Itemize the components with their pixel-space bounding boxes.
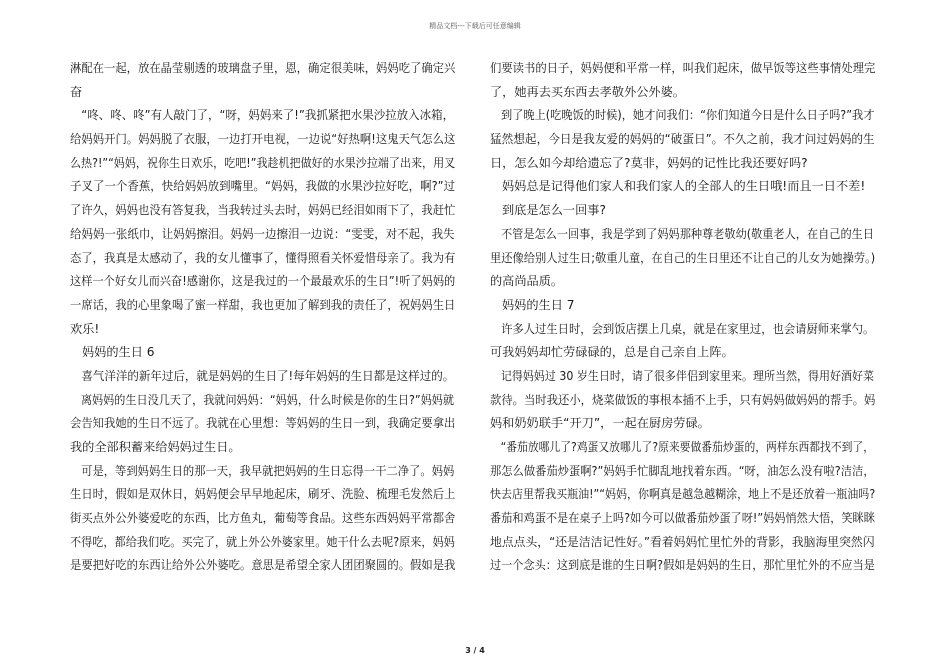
text-line: 们要读书的日子，妈妈便和平常一样，叫我们起床，做早饭等这些事情处理完 (490, 61, 876, 75)
text-line: 是要把好吃的东西让给外公外婆吃。意思是希望全家人团团聚圆的。假如是我 (70, 558, 456, 573)
text-line: 妈妈的生日 6 (82, 345, 155, 360)
text-line: 里还像给别人过生日;敬重儿童，在自己的生日里还不让自己的儿女为她操劳。) (490, 250, 876, 265)
right-text-column (490, 57, 875, 578)
text-line: 妈妈总是记得他们家人和我们家人的全部人的生日哦!而且一日不差! (502, 179, 866, 194)
text-line: 了许久，妈妈也没有答复我，当我转过头去时，妈妈已经泪如雨下了，我赶忙 (70, 203, 456, 218)
text-line: 我的全部积蓄来给妈妈过生日。 (70, 440, 241, 454)
text-line: 妈和奶奶联手“开刀”，一起在厨房劳碌。 (490, 416, 710, 431)
text-line: 那怎么做番茄炒蛋啊?”妈妈手忙脚乱地找着东西。“呀，油怎么没有啦?洁洁， (490, 463, 875, 478)
text-line: 记得妈妈过 30 岁生日时，请了很多伴侣到家里来。理所当然，得用好酒好菜 (500, 368, 875, 383)
text-line: 番茄和鸡蛋不是在桌子上吗?如今可以做番茄炒蛋了呀!”妈妈悄然大悟，笑眯眯 (490, 511, 875, 526)
text-line: 过一个念头：这到底是谁的生日啊?假如是妈妈的生日，那忙里忙外的不应当是 (490, 558, 875, 573)
text-line: 到了晚上(吃晚饭的时候)，她才问我们：“你们知道今日是什么日子吗?”我才 (501, 108, 875, 123)
text-line: 到底是怎么一回事? (502, 203, 606, 218)
text-line: 了，她再去买东西去孝敬外公外婆。 (490, 84, 685, 99)
text-line: 款待。当时我还小，烧菜做饭的事根本插不上手，只有妈妈做妈妈的帮手。妈 (490, 392, 876, 407)
text-line: 快去店里帮我买瓶油!”“妈妈，你啊真是越急越糊涂，地上不是还放着一瓶油吗? (490, 487, 876, 502)
text-line: 地点点头，“还是洁洁记性好。”看着妈妈忙里忙外的背影，我脑海里突然闪 (490, 534, 875, 549)
text-line: 许多人过生日时，会到饭店摆上几桌，就是在家里过，也会请厨师来掌勺。 (501, 321, 875, 336)
text-line: 猛然想起，今日是我友爱的妈妈的“破蛋日”。不久之前，我才问过妈妈的生 (490, 132, 875, 147)
text-line: 可是，等到妈妈生日的那一天，我早就把妈妈的生日忘得一干二净了。妈妈 (81, 463, 455, 478)
page-number: 3 / 4 (465, 646, 485, 655)
text-line: 子叉了一个香蕉，快给妈妈放到嘴里。“妈妈，我做的水果沙拉好吃，啊?”过 (70, 179, 456, 194)
text-line: 欢乐! (70, 321, 100, 336)
text-line: 给妈妈开门。妈妈脱了衣服，一边打开电视，一边说“好热啊!这鬼天气怎么这 (70, 132, 456, 147)
text-line: “番茄放哪儿了?鸡蛋又放哪儿了?原来要做番茄炒蛋的，两样东西都找不到了， (500, 440, 875, 454)
text-line: 么热?!”“妈妈，祝你生日欢乐，吃吧!”我趁机把做好的水果沙拉端了出来，用叉 (70, 155, 456, 170)
text-line: 给妈妈一张纸巾，让妈妈擦泪。妈妈一边擦泪一边说：“雯雯，对不起，我失 (70, 226, 455, 241)
text-line: 生日时，假如是双休日，妈妈便会早早地起床，刷牙、洗脸、梳理毛发然后上 (70, 487, 456, 502)
text-line: 可我妈妈却忙劳碌碌的，总是自己亲自上阵。 (490, 345, 734, 360)
text-line: 日，怎么如今却给遗忘了?莫非，妈妈的记性比我还要好吗? (490, 155, 808, 170)
text-line: 态了，我真是太感动了，我的女儿懂事了，懂得照看关怀爱惜母亲了。我为有 (70, 250, 456, 265)
text-line: 喜气洋洋的新年过后，就是妈妈的生日了!每年妈妈的生日都是这样过的。 (81, 368, 455, 383)
text-line: 离妈妈的生日没几天了，我就问妈妈：“妈妈，什么时候是你的生日?”妈妈就 (80, 392, 455, 407)
left-text-column (70, 57, 455, 578)
text-line: 会告知我她的生日不远了。我就在心里想：等妈妈的生日一到，我确定要拿出 (70, 416, 456, 431)
text-line: 一席话，我的心里象喝了蜜一样甜，我也更加了解到我的责任了，祝妈妈生日 (70, 297, 456, 312)
text-line: 不管是怎么一回事，我是学到了妈妈那种尊老敬幼(敬重老人，在自己的生日 (500, 226, 874, 241)
text-line: 的高尚品质。 (490, 274, 564, 289)
text-line: 淋配在一起，放在晶莹剔透的玻璃盘子里，恩，确定很美味，妈妈吃了确定兴 (70, 61, 456, 75)
text-line: 妈妈的生日 7 (502, 297, 575, 312)
text-line: “咚、咚、咚”有人敲门了，“呀，妈妈来了!”我抓紧把水果沙拉放入冰箱， (81, 108, 455, 123)
page-header: 精品文档---下载后可任意编辑 (429, 22, 521, 30)
text-line: 街买点外公外婆爱吃的东西，比方鱼丸，葡萄等食品。这些东西妈妈平常都舍 (70, 511, 456, 526)
text-line: 不得吃，都给我们吃。买完了，就上外公外婆家里。她干什么去呢?原来，妈妈 (70, 534, 455, 549)
text-line: 奋 (70, 84, 83, 99)
text-line: 这样一个好女儿而兴奋!感谢你，这是我过的一个最最欢乐的生日”!听了妈妈的 (70, 274, 456, 289)
